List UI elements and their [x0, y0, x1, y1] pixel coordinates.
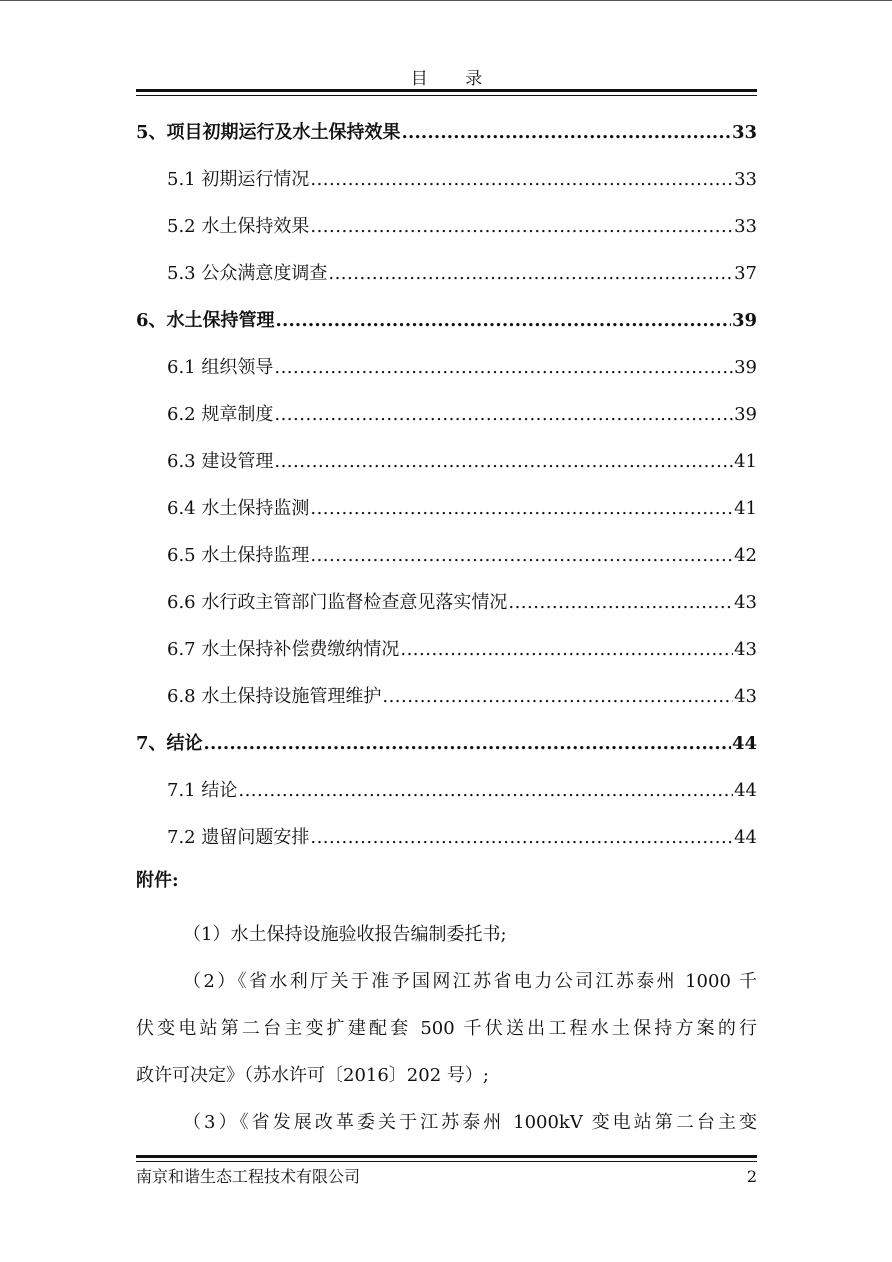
toc-entry-5-3[interactable]: 5.3 公众满意度调查 ..... 37 — [136, 255, 757, 302]
toc-entry-6-4[interactable]: 6.4 水土保持监测 ..... 41 — [136, 490, 757, 537]
appendix-list — [136, 911, 757, 1146]
toc-leader — [310, 490, 733, 528]
page-header-title: 目 录 — [410, 69, 499, 89]
footer-page-number: 2 — [746, 1167, 757, 1186]
toc-leader — [328, 255, 733, 293]
toc-leader — [400, 631, 733, 669]
header-rule-thin — [136, 95, 757, 96]
toc-entry-6-3[interactable]: 6.3 建设管理 ..... 41 — [136, 443, 757, 490]
toc-leader — [274, 349, 733, 387]
toc-leader — [402, 114, 731, 152]
toc-entry-7[interactable]: 7、结论 ..... 44 — [136, 725, 757, 772]
toc-entry-5-2[interactable]: 5.2 水土保持效果 ..... 33 — [136, 208, 757, 255]
toc-entry-6-2[interactable]: 6.2 规章制度 ..... 39 — [136, 396, 757, 443]
toc-leader — [508, 584, 733, 622]
appendix-heading: 附件: — [136, 870, 179, 891]
toc-leader — [310, 161, 733, 199]
toc-leader — [382, 678, 733, 716]
toc-entry-5[interactable]: 5、项目初期运行及水土保持效果 ..... 33 — [136, 114, 757, 161]
toc-entry-6-5[interactable]: 6.5 水土保持监理 ..... 42 — [136, 537, 757, 584]
toc-entry-7-1[interactable]: 7.1 结论 ..... 44 — [136, 772, 757, 819]
toc-leader — [204, 725, 731, 763]
toc-entry-7-2[interactable]: 7.2 遗留问题安排 ..... 44 — [136, 819, 757, 866]
footer-rule-thin — [136, 1161, 757, 1162]
toc-leader — [274, 396, 733, 434]
toc-leader — [310, 208, 733, 246]
header-rule-thick — [136, 89, 757, 92]
appendix-item-2-line-3: 政许可决定》（苏水许可〔2016〕202 号）; — [136, 1065, 489, 1086]
table-of-contents — [136, 114, 757, 866]
toc-entry-6-8[interactable]: 6.8 水土保持设施管理维护 ..... 43 — [136, 678, 757, 725]
toc-leader — [310, 537, 733, 575]
toc-leader — [276, 302, 731, 340]
footer-rule-thick — [136, 1155, 757, 1158]
toc-entry-6[interactable]: 6、水土保持管理 ..... 39 — [136, 302, 757, 349]
toc-leader — [310, 819, 733, 857]
toc-entry-6-7[interactable]: 6.7 水土保持补偿费缴纳情况 ..... 43 — [136, 631, 757, 678]
toc-leader — [274, 443, 733, 481]
footer-company-name: 南京和谐生态工程技术有限公司 — [136, 1167, 361, 1186]
toc-entry-6-1[interactable]: 6.1 组织领导 ..... 39 — [136, 349, 757, 396]
appendix-item-3-line-1: （3）《省发展改革委关于江苏泰州 1000kV 变电站第二台主变 — [183, 1112, 757, 1133]
toc-entry-5-1[interactable]: 5.1 初期运行情况 ..... 33 — [136, 161, 757, 208]
appendix-item-2-line-1: （2）《省水利厅关于准予国网江苏省电力公司江苏泰州 1000 千 — [183, 971, 757, 992]
page-top-border — [0, 0, 892, 1]
appendix-item-2-line-2: 伏变电站第二台主变扩建配套 500 千伏送出工程水土保持方案的行 — [136, 1018, 758, 1039]
appendix-item-1: （1）水土保持设施验收报告编制委托书; — [183, 924, 507, 945]
toc-entry-6-6[interactable]: 6.6 水行政主管部门监督检查意见落实情况 ..... 43 — [136, 584, 757, 631]
toc-leader — [238, 772, 733, 810]
